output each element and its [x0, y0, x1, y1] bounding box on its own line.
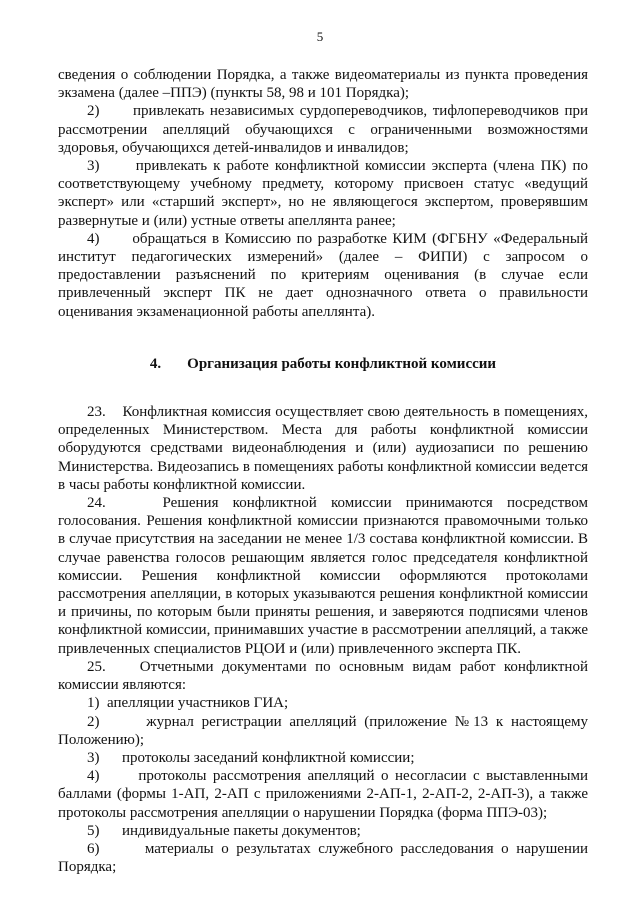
paragraphs-after [58, 403, 588, 876]
paragraph-continuation: сведения о соблюдении Порядка, а также видеоматериалы из пункта проведения экзамена (далее –ППЭ) (пункты 58, 98 и 101 Порядка); [58, 67, 588, 102]
report-item-6: 6) материалы о результатах служебного расследования о нарушении Порядка; [58, 840, 588, 876]
report-item-1: 1) апелляции участников ГИА; [87, 695, 289, 712]
clause-23: 23. Конфликтная комиссия осуществляет свою деятельность в помещениях, определенных Министерством. Места для работы конфликтной комиссии оборудуются средствами видеонаблюдения и (или) аудиозаписи по решению Министерства. Видеозапись в помещениях работы конфликтной комиссии ведется в часы работы конфликтной комиссии. [58, 404, 588, 493]
report-item-5: 5) индивидуальные пакеты документов; [87, 822, 361, 839]
paragraphs-before [58, 66, 588, 321]
report-item-2: 2) журнал регистрации апелляций (приложение №13 к настоящему Положению); [58, 713, 588, 748]
section-heading [58, 355, 588, 373]
page-number: 5 [316, 29, 324, 44]
report-item-3: 3) протоколы заседаний конфликтной комиссии; [87, 749, 415, 766]
report-item-4: 4) протоколы рассмотрения апелляций о несогласии с выставленными баллами (формы 1-АП, 2-АП с приложениями 2-АП-1, 2-АП-2, 2-АП-3), а также протоколы рассмотрения апелляции о нарушении Порядка (форма ППЭ-03); [58, 768, 588, 821]
clause-24: 24. Решения конфликтной комиссии принимаются посредством голосования. Решения конфликтной комиссии признаются правомочными только в случае присутствия на заседании не менее 1/3 состава конфликтной комиссии. В случае равенства голосов решающим является голос председателя конфликтной комиссии. Решения конфликтной комиссии оформляются протоколами рассмотрения апелляции, в которых указываются решения конфликтной комиссии и причины, по которым были приняты решения, и заверяются подписями членов конфликтной комиссии, принимавших участие в рассмотрении апелляций, а также привлеченных специалистов РЦОИ и (или) привлеченного эксперта ПК. [58, 495, 588, 657]
section-title: Организация работы конфликтной комиссии [187, 355, 497, 372]
section-number: 4. [149, 355, 162, 372]
clause-25: 25. Отчетными документами по основным видам работ конфликтной комиссии являются: [58, 658, 588, 694]
list-item-3: 3) привлекать к работе конфликтной комиссии эксперта (члена ПК) по соответствующему учебному предмету, которому присвоен статус «ведущий эксперт» или «старший эксперт», но не являющегося экспертом, проверявшим развернутые и (или) устные ответы апеллянта ранее; [58, 158, 588, 229]
document-body [58, 66, 588, 876]
list-item-2: 2) привлекать независимых сурдопереводчиков, тифлопереводчиков при рассмотрении апелляций обучающихся с ограниченными возможностями здоровья, обучающихся детей-инвалидов и инвалидов; [58, 103, 588, 156]
list-item-4: 4) обращаться в Комиссию по разработке КИМ (ФГБНУ «Федеральный институт педагогических измерений» (далее – ФИПИ) с запросом о предоставлении разъяснений по критериям оценивания (в случае если привлеченный эксперт ПК не дает однозначного ответа о правильности оценивания экзаменационной работы апеллянта). [58, 230, 588, 320]
